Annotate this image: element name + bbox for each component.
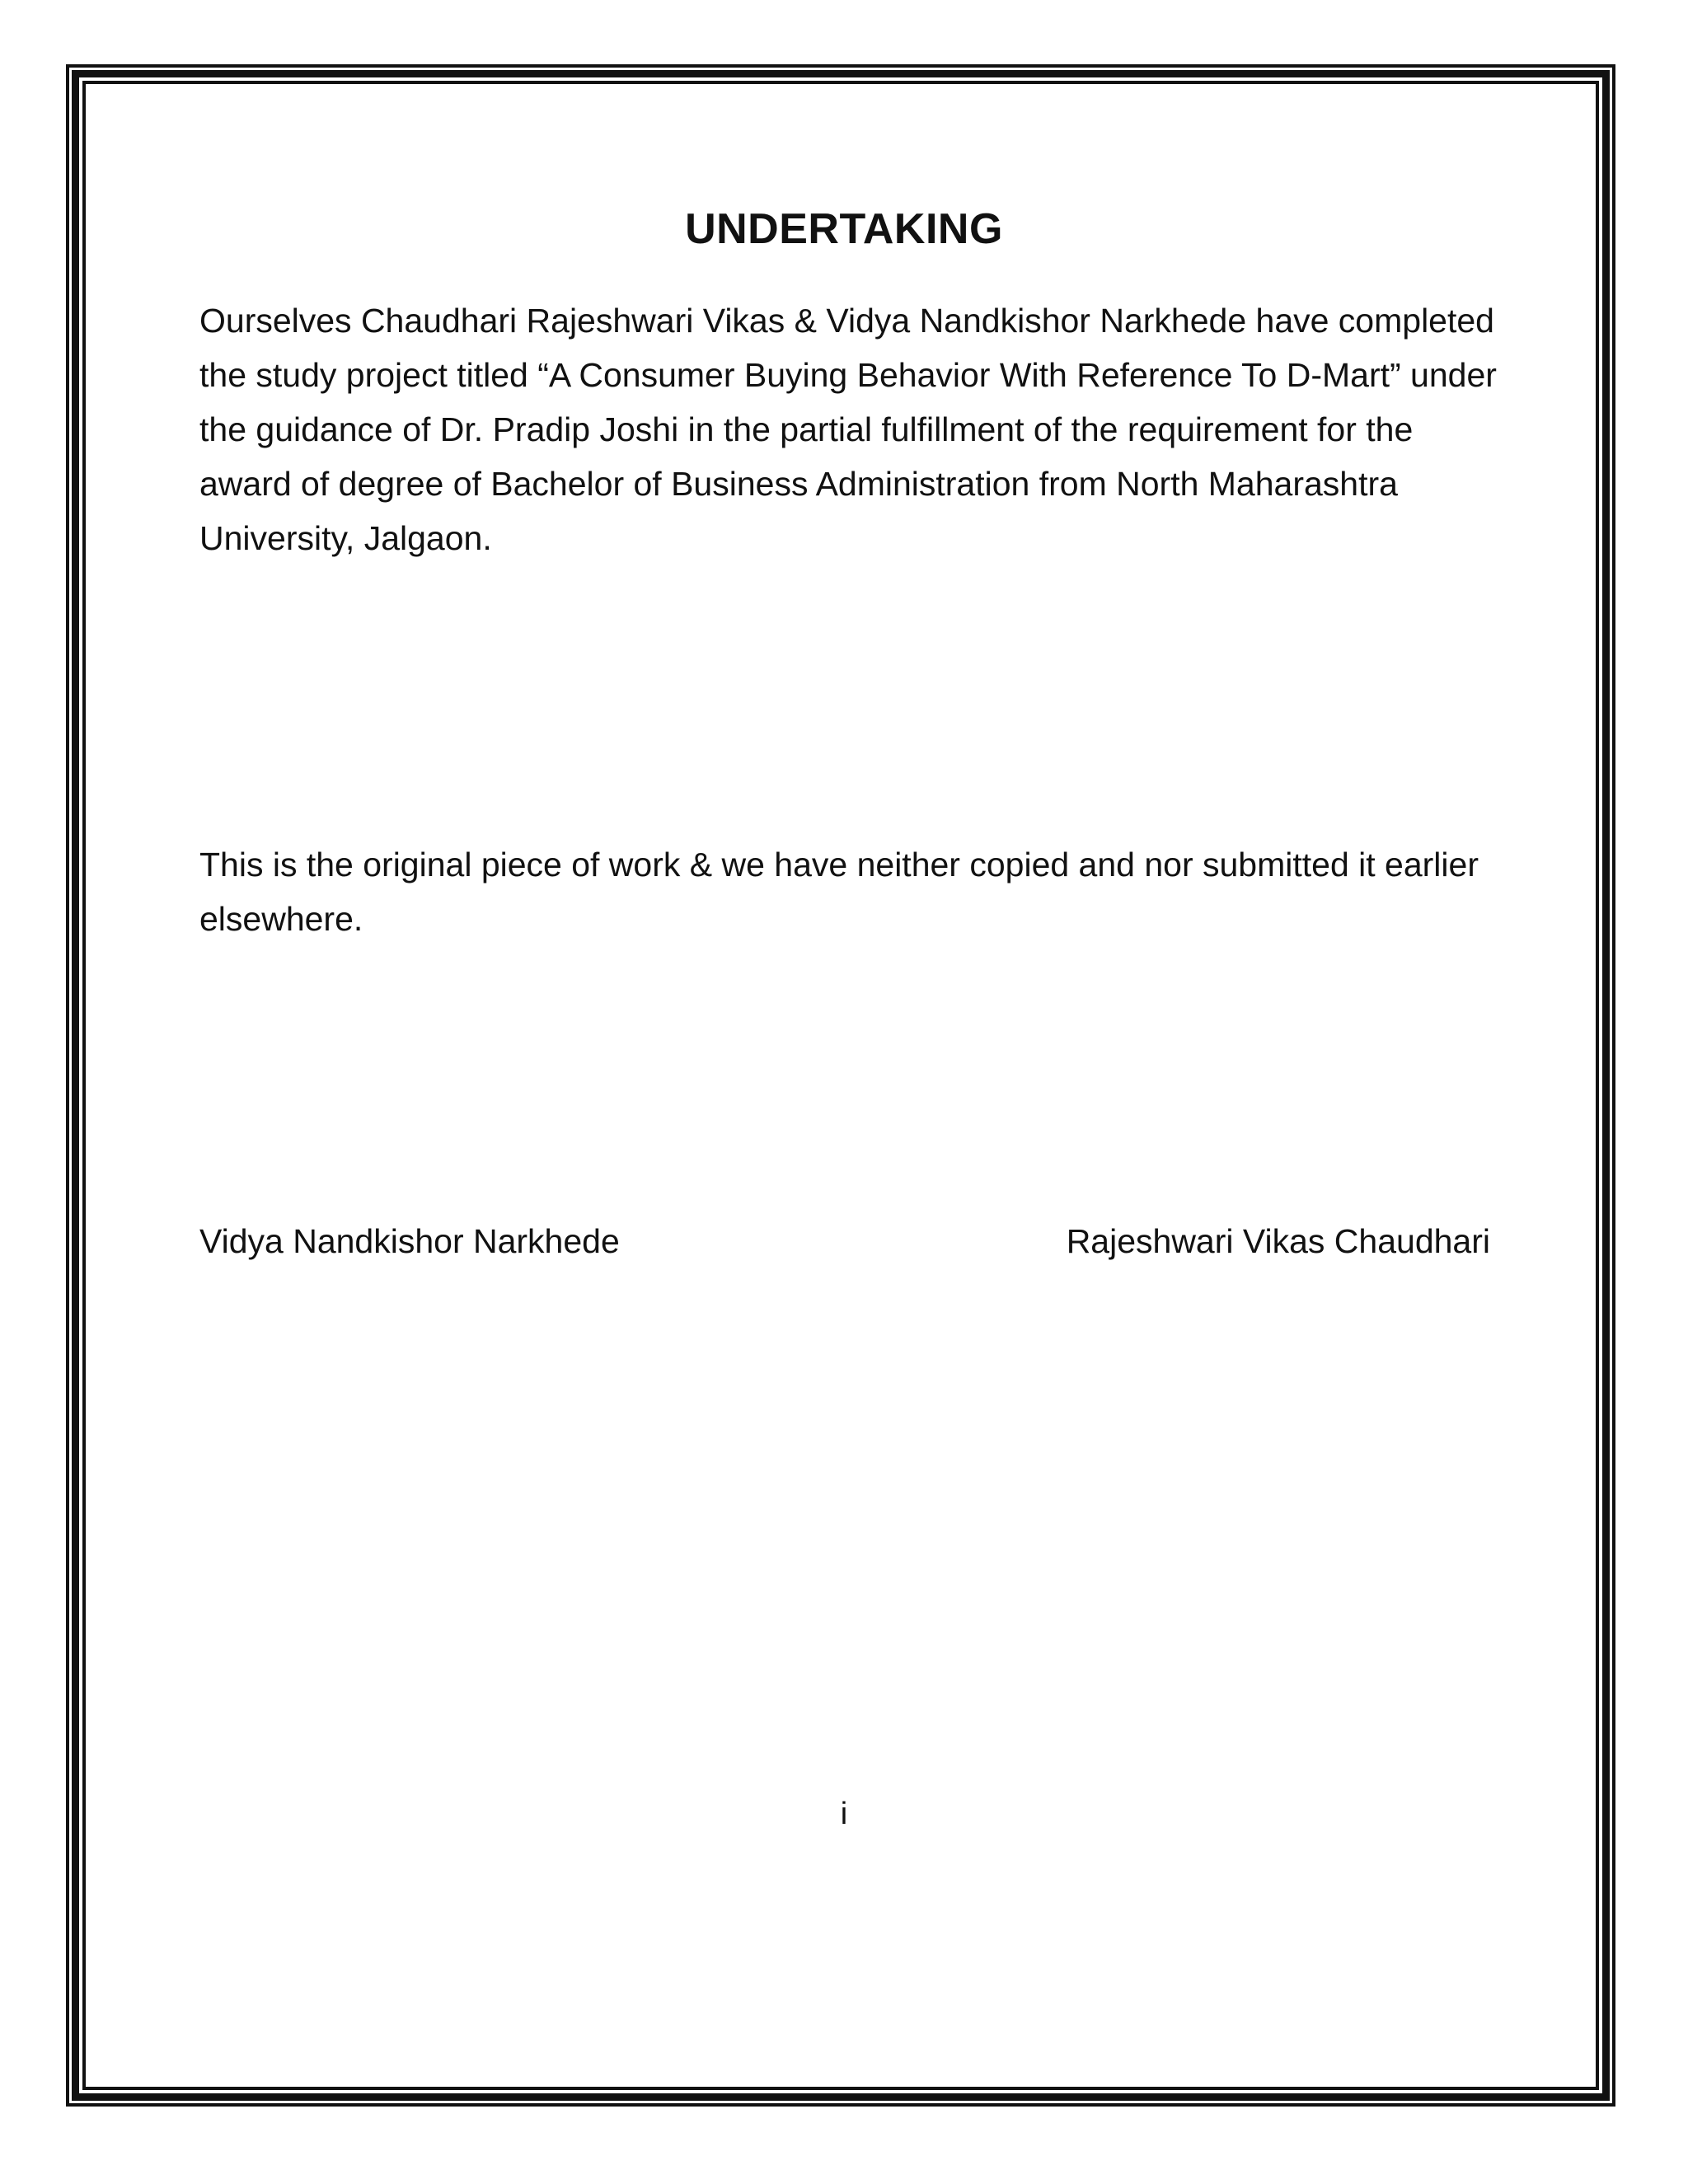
originality-statement: This is the original piece of work & we have neither copied and nor submitted it earlier elsewhere.	[199, 846, 1479, 938]
page-title: UNDERTAKING	[685, 205, 1003, 253]
page-number: i	[840, 1797, 848, 1831]
signatory-left: Vidya Nandkishor Narkhede	[199, 1222, 620, 1260]
signatory-right: Rajeshwari Vikas Chaudhari	[1066, 1222, 1490, 1260]
undertaking-statement: Ourselves Chaudhari Rajeshwari Vikas & Vidya Nandkishor Narkhede have completed the study project titled “A Consumer Buying Behavior With Reference To D-Mart” under the guidance of Dr. Pradip Joshi in the partial fulfillment of the requirement for the award of degree of Bachelor of Business Administration from North Maharashtra University, Jalgaon.	[199, 302, 1497, 557]
